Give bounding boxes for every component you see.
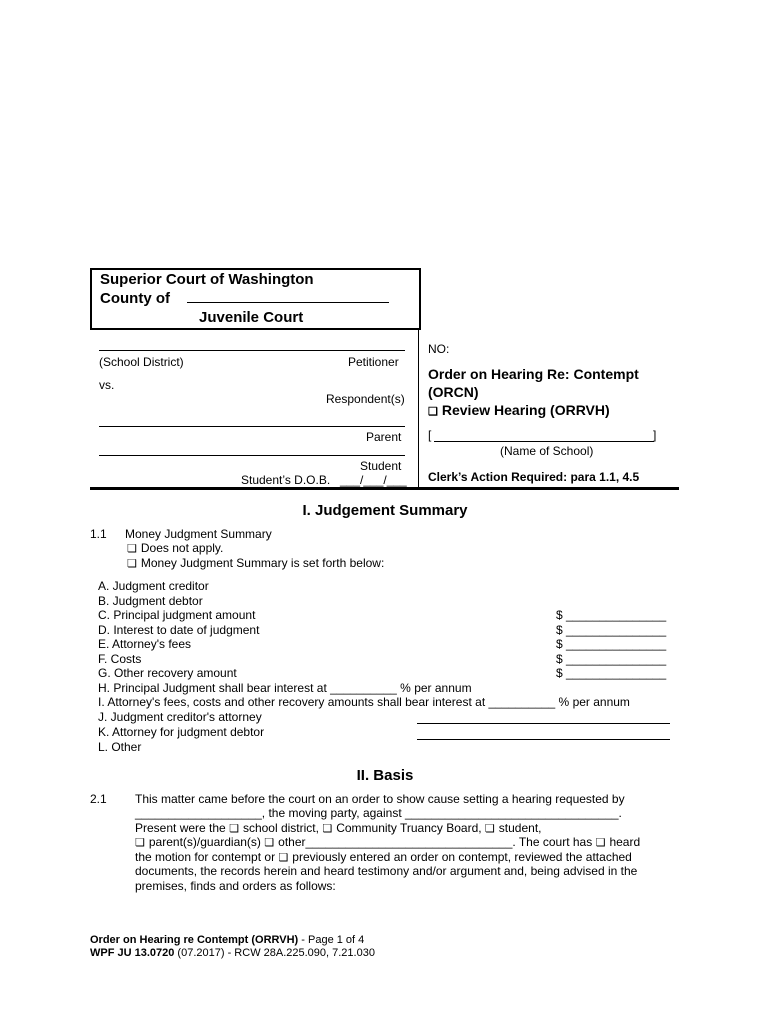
item-c-amount[interactable]: $ _______________ [556,608,667,622]
county-field[interactable] [187,302,389,303]
item-e-amount[interactable]: $ _______________ [556,637,667,651]
item-f: F. Costs [98,652,142,666]
parent-label: Parent [366,430,402,444]
vs-label: vs. [99,378,115,392]
footer-date: (07.2017) [174,947,225,959]
item-d-amount[interactable]: $ _______________ [556,623,667,637]
school-district-label: (School District) [99,355,184,369]
dob-label: Student’s D.O.B. [241,473,331,487]
item-a: A. Judgment creditor [98,579,209,593]
section2-heading: II. Basis [356,767,414,784]
school-name-field[interactable] [434,441,654,442]
basis-line1: This matter came before the court on an order to show cause setting a hearing requested by [135,792,625,806]
previously-entered-option-label: previously entered an order on contempt, reviewed the attached [292,850,632,864]
set-forth-label: Money Judgment Summary is set forth below: [140,556,385,570]
section1-num: 1.1 [90,527,107,541]
basis-line3 [135,821,542,835]
caption-bottom-rule [90,487,679,490]
heard-option-label: heard [609,835,641,849]
caption-divider [418,330,419,488]
student-option[interactable] [485,821,542,835]
school-district-field[interactable] [99,350,405,351]
item-g-amount[interactable]: $ _______________ [556,666,667,680]
respondents-label: Respondent(s) [326,392,405,406]
truancy-board-option[interactable] [322,821,481,835]
item-l: L. Other [98,740,142,754]
dob-field[interactable]: ___/___/___ [340,473,407,487]
item-c: C. Principal judgment amount [98,608,256,622]
student-option-label: student, [498,821,542,835]
item-k: K. Attorney for judgment debtor [98,725,265,739]
student-field[interactable] [99,455,405,456]
section1-title: Money Judgment Summary [125,527,272,541]
student-label: Student [360,459,402,473]
does-not-apply-option[interactable] [127,541,223,555]
basis-line7: premises, finds and orders as follows: [135,879,336,893]
basis-line2: ___________________, the moving party, against ________________________________. [135,806,622,820]
footer-rcw: - RCW 28A.225.090, 7.21.030 [224,947,375,959]
parent-guardian-option[interactable] [135,835,261,849]
school-bracket-right: ] [653,428,657,442]
section2-num: 2.1 [90,792,107,806]
school-district-option-label: school district, [242,821,319,835]
parent-guardian-option-label: parent(s)/guardian(s) [148,835,261,849]
footer-title: Order on Hearing re Contempt (ORRVH) [90,934,299,946]
item-k-field[interactable] [417,739,670,740]
present-label: Present were the [135,821,226,835]
basis-line6: documents, the records herein and heard testimony and/or argument and, being advised in the [135,864,638,878]
footer-line1 [90,934,364,946]
clerk-action: Clerk’s Action Required: para 1.1, 4.5 [428,470,640,484]
section1-heading: I. Judgement Summary [302,502,468,519]
order-title-line2: (ORCN) [428,384,479,400]
county-label: County of [100,290,170,307]
other-option[interactable] [264,835,592,849]
review-hearing-label: Review Hearing (ORRVH) [441,402,610,418]
school-bracket-left: [ [428,428,432,442]
heard-option[interactable] [596,835,641,849]
truancy-board-option-label: Community Truancy Board, [336,821,482,835]
school-district-option[interactable] [229,821,319,835]
juvenile-court-label: Juvenile Court [199,309,304,326]
case-number-label: NO: [428,342,450,356]
item-i: I. Attorney's fees, costs and other recovery amounts shall bear interest at __________ % per annum [98,695,630,709]
basis-line4 [135,835,640,849]
footer-page: - Page 1 of 4 [298,934,365,946]
item-j: J. Judgment creditor's attorney [98,710,262,724]
does-not-apply-label: Does not apply. [140,541,224,555]
other-option-label: other_______________________________. The court has [278,835,593,849]
review-hearing-option[interactable] [428,402,610,418]
item-b: B. Judgment debtor [98,594,203,608]
parent-field[interactable] [99,426,405,427]
item-d: D. Interest to date of judgment [98,623,260,637]
basis-line5 [135,850,632,864]
item-f-amount[interactable]: $ _______________ [556,652,667,666]
school-name-label: (Name of School) [500,444,594,458]
petitioner-label: Petitioner [348,355,399,369]
court-title: Superior Court of Washington [100,271,314,288]
footer-form-id: WPF JU 13.0720 [90,947,175,959]
footer-line2 [90,947,375,959]
item-e: E. Attorney's fees [98,637,192,651]
set-forth-option[interactable] [127,556,384,570]
order-title-line1: Order on Hearing Re: Contempt [428,366,639,382]
motion-label: the motion for contempt or [135,850,276,864]
previously-entered-option[interactable] [278,850,631,864]
item-j-field[interactable] [417,723,670,724]
item-h: H. Principal Judgment shall bear interest at __________ % per annum [98,681,472,695]
item-g: G. Other recovery amount [98,666,237,680]
